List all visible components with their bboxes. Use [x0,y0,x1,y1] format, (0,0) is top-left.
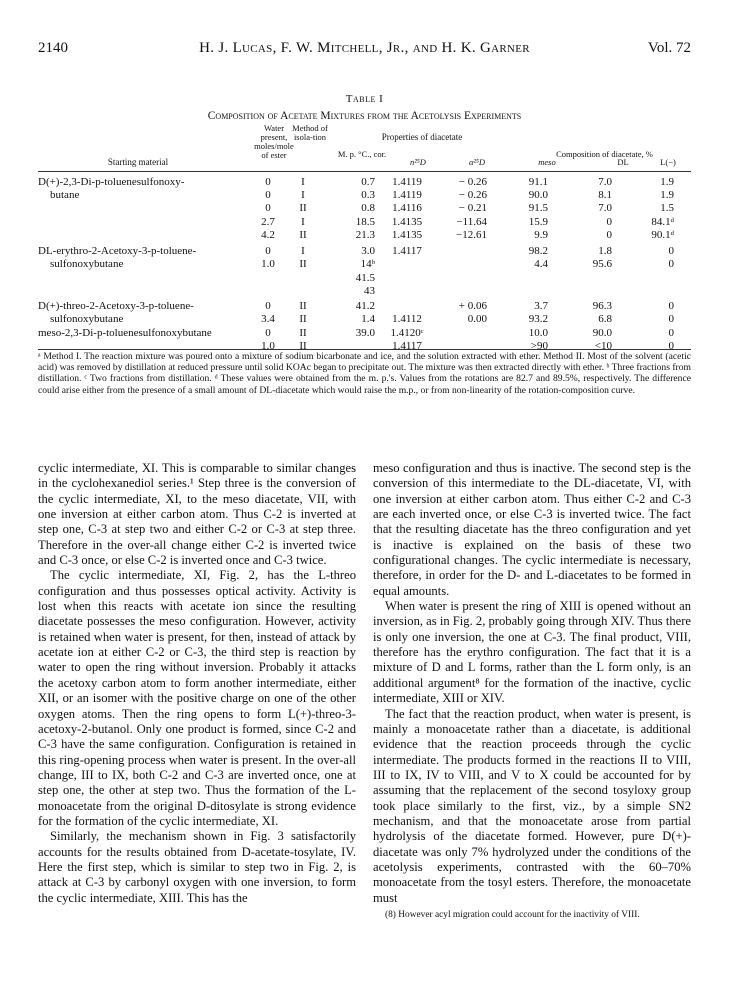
table-cell-mp: 0.7 [361,176,375,188]
table-cell-mp: 39.0 [355,327,375,339]
table-cell-method: I [301,216,305,228]
table-cell-mp: 14ᵇ [360,258,375,270]
table-caption: Composition of Acetate Mixtures from the Acetolysis Experiments [207,110,522,122]
table-cell-mp: 18.5 [355,216,375,228]
header-method: Method of isola-tion [292,123,328,142]
table-cell-meso: 93.2 [528,313,548,325]
paragraph: The cyclic intermediate, XI, Fig. 2, has the L-threo configuration and thus possesses optical activity. Activity is lost when this reacts with acetate ion since the resulting diacetate possesses the meso configuration. However, activity is retained when water is present, for then, instead of attack by acetate ion at either C-2 or C-3, the third step is reaction by water to open the ring without inversion. Probably it attacks the acetoxy carbon atom to form another intermediate, either XII, or an isomer with the positive charge on one of the other oxygen atoms. Then the ring opens to form L(+)-threo-3-acetoxy-2-butanol. Only one product is formed, since C-2 and C-3 have the same configuration. Configuration is retained in this ring-opening process when water is present. In the over-all change, III to IX, both C-2 and C-3 are inverted once, one at step one, the other at step two. Thus the formation of the L-monoacetate from the original D-ditosylate is strong evidence for the formation of the cyclic intermediate, XI. [38,568,356,828]
table-cell-water: 0 [265,327,271,339]
table-cell-method: I [301,176,305,188]
paragraph: Similarly, the mechanism shown in Fig. 3 satisfactorily accounts for the results obtained from D-acetate-tosylate, IV. Here the first step, which is similar to step two in Fig. 2, is attack at C-3 by carbonyl oxygen with one inversion, to form the cyclic intermediate, XIII. This has the [38,829,356,905]
header-composition: Composition of diacetate, % [556,149,653,159]
table-bottom-rule [38,349,691,350]
table-cell-method: II [299,202,307,214]
table-cell-l: 90.1ᵈ [651,229,674,241]
table-cell-dl: 1.8 [598,245,612,257]
table-cell-dl: 7.0 [598,202,612,214]
running-authors: H. J. Lucas, F. W. Mitchell, Jr., and H. K. Garner [199,40,530,56]
table-cell-l: 0 [668,327,674,339]
paragraph: When water is present the ring of XIII is opened without an inversion, as in Fig. 2, probably going through XIV. Thus there is only one inversion, the one at C-3. The final product, VIII, therefore has the erythro configuration. The fact that it is a mixture of D and L forms, rather than the L form only, is an additional argument⁸ for the formation of the inactive, cyclic intermediate, XIII or XIV. [373,599,691,706]
table-cell-water: 3.4 [261,313,275,325]
header-mp: M. p. °C., cor. [337,149,387,159]
table-cell-nd: 1.4116 [392,202,422,214]
table-cell-method: II [299,258,307,270]
page-number: 2140 [38,40,68,56]
header-starting-material: Starting material [107,157,169,167]
table-cell-method: II [299,327,307,339]
table-label: Table I [345,93,384,105]
table-cell-material: D(+)-threo-2-Acetoxy-3-p-toluene- [38,300,194,312]
table-cell-mp: 1.4 [361,313,375,325]
table-cell-dl: 7.0 [598,176,612,188]
table-cell-l: 1.9 [660,189,674,201]
table-cell-nd: 1.4120ᶜ [390,327,424,339]
table-cell-mp: 3.0 [361,245,375,257]
table-cell-l: 84.1ᵈ [651,216,674,228]
table-cell-water: 0 [265,176,271,188]
table-cell-nd: 1.4119 [392,176,422,188]
table-rule [38,171,691,172]
table-cell-material: D(+)-2,3-Di-p-toluenesulfonoxy- [38,176,185,188]
table-cell-alpha: − 0.26 [458,189,487,201]
table-cell-nd: 1.4135 [391,229,423,241]
table-cell-nd: 1.4117 [392,245,422,257]
paragraph: cyclic intermediate, XI. This is comparable to similar changes in the cyclohexanediol series.¹ Step three is the conversion of the cyclic intermediate, XI, to the meso diacetate, VII, with one inversion at either carbon atom. Thus C-2 is inverted at step one, C-3 at step two and either C-2 or C-3 at step three. Therefore in the over-all change either C-2 is inverted twice and C-3 once, or else C-2 is inverted once and C-3 twice. [38,461,356,568]
table-cell-water: 0 [265,189,271,201]
table-cell-dl: 95.6 [592,258,612,270]
table-cell-alpha: − 0.21 [458,202,487,214]
table-cell-method: I [301,189,305,201]
left-column [38,461,356,906]
table-cell-meso: 91.5 [528,202,548,214]
table-cell-material: sulfonoxybutane [50,258,124,270]
header-properties: Properties of diacetate [381,132,463,142]
paragraph: The fact that the reaction product, when water is present, is mainly a monoacetate rather than a diacetate, is additional evidence that the reaction proceeds through the cyclic intermediate. The products formed in the reactions II to VIII, III to IX, IV to VIII, and V to X could be accounted for by assuming that the replacement of the second tosyloxy group took place similarly to the first, viz., by a simple SN2 mechanism, and that the monoacetate arose from partial hydrolysis of the diacetate formed. However, pure D(+)-diacetate was only 7% hydrolyzed under the conditions of the acetolysis experiments, contrasted with the 60–70% monoacetate from the tosyl esters. Therefore, the monoacetate must [373,706,691,905]
header-nd: n²⁵D [410,157,426,167]
table-cell-material: sulfonoxybutane [50,313,124,325]
table-cell-l: 0 [668,313,674,325]
table-cell-water: 1.0 [261,340,275,352]
table-cell-meso: 91.1 [528,176,548,188]
table-cell-alpha: −11.64 [456,216,487,228]
table-cell-material: butane [50,189,80,201]
table-cell-mp: 21.3 [355,229,375,241]
right-column [373,461,691,921]
page-header [38,40,691,64]
table-cell-l: 0 [668,245,674,257]
table-cell-meso: 98.2 [528,245,548,257]
footnote-reference: (8) However acyl migration could account for the inactivity of VIII. [385,909,640,920]
header-dl: DL [617,157,629,167]
table-cell-water: 2.7 [261,216,275,228]
table-cell-l: 1.9 [660,176,674,188]
table-cell-water: 1.0 [261,258,275,270]
table-cell-method: I [301,245,305,257]
table-cell-dl: 96.3 [592,300,612,312]
table-cell-mp: 0.3 [361,189,375,201]
table-cell-dl: 6.8 [598,313,612,325]
table-cell-mp: 41.5 [355,272,375,284]
table-cell-mp: 43 [364,285,375,297]
table-cell-alpha: −12.61 [456,229,487,241]
header-alpha: α²⁵D [468,157,486,167]
table-footnote: ᵃ Method I. The reaction mixture was poured onto a mixture of sodium bicarbonate and ice, and the solution extracted with ether. Method II. Most of the solvent (acetic acid) was removed by distillation at reduced pressure until solid KOAc began to precipitate out. The mixture was then extracted directly with ether. ᵇ Three fractions from distillation. ᶜ Two fractions from distillation. ᵈ These values were obtained from the m. p.'s. Values from the rotations are 82.7 and 89.5%, respectively. The difference could arise either from the presence of a small amount of DL-diacetate which would raise the m.p., or from non-linearity of the rotation-composition curve. [38,351,691,396]
table-cell-water: 0 [265,300,271,312]
table-cell-water: 0 [265,245,271,257]
table-cell-dl: 0 [606,229,612,241]
table-cell-l: 0 [668,300,674,312]
table-cell-meso: 15.9 [528,216,548,228]
table-cell-method: II [299,229,307,241]
table-cell-method: II [299,313,307,325]
table-cell-alpha: 0.00 [467,313,487,325]
table-cell-l: 1.5 [660,202,674,214]
table-cell-dl: 0 [606,216,612,228]
table-cell-method: II [299,340,307,352]
table-cell-water: 0 [265,202,271,214]
table-header [38,124,691,172]
table-cell-meso: 90.0 [528,189,548,201]
table-cell-meso: 10.0 [528,327,548,339]
table-cell-material: meso-2,3-Di-p-toluenesulfonoxybutane [38,327,212,339]
table-cell-alpha: − 0.26 [458,176,487,188]
table-cell-meso: >90 [530,340,548,352]
table-cell-dl: 8.1 [598,189,612,201]
table-cell-l: 0 [668,340,674,352]
table-cell-nd: 1.4117 [392,340,422,352]
table-cell-nd: 1.4112 [392,313,422,325]
table-cell-material: DL-erythro-2-Acetoxy-3-p-toluene- [38,245,197,257]
table-cell-l: 0 [668,258,674,270]
table-cell-meso: 9.9 [534,229,548,241]
header-meso: meso [538,157,556,167]
header-l: L(−) [660,157,676,167]
paragraph: meso configuration and thus is inactive. The second step is the conversion of this intermediate to the DL-diacetate, VI, with one inversion at either carbon atom. Thus either C-2 and C-3 are each inverted once, or else C-3 is inverted twice. The fact that the resulting diacetate has the threo configuration and yet is inactive is explained on the basis of these two configurational changes. The cyclic intermediate is necessary, therefore, in order for the D- and L-diacetates to be formed in equal amounts. [373,461,691,598]
table-cell-dl: 90.0 [592,327,612,339]
table-cell-nd: 1.4119 [392,189,422,201]
table-cell-mp: 41.2 [355,300,375,312]
table-cell-meso: 3.7 [534,300,548,312]
table-cell-method: II [299,300,307,312]
table-cell-mp: 0.8 [361,202,375,214]
table-cell-water: 4.2 [261,229,275,241]
header-water: Water present, moles/mole of ester [254,123,294,160]
table-cell-dl: <10 [594,340,612,352]
volume-label: Vol. 72 [647,40,691,56]
table-cell-nd: 1.4135 [391,216,423,228]
table-cell-alpha: + 0.06 [458,300,487,312]
table-cell-meso: 4.4 [534,258,548,270]
